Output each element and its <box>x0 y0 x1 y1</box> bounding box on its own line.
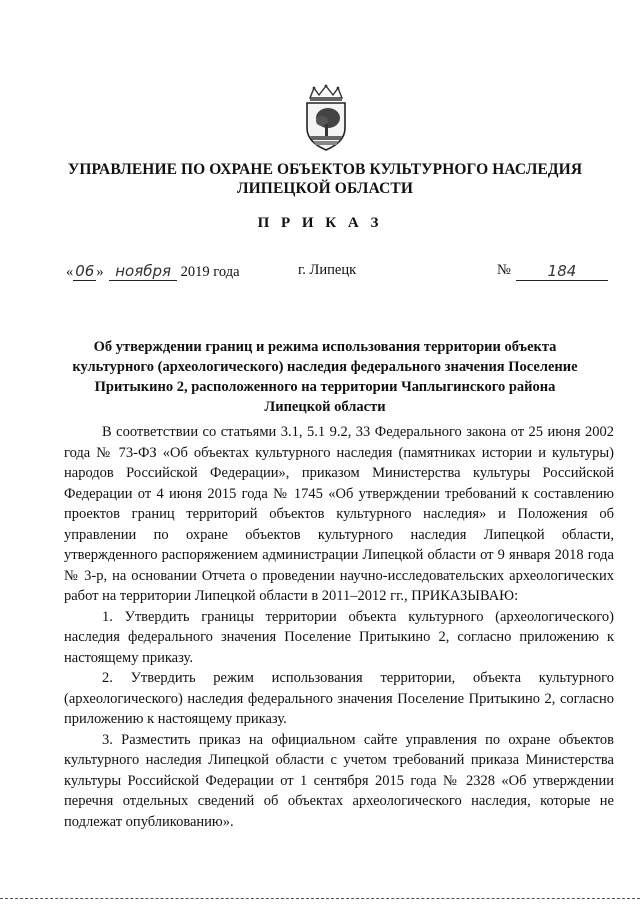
date-month: ноября <box>109 262 177 281</box>
coat-of-arms-icon <box>300 84 352 152</box>
date-close-quote: » <box>96 264 104 280</box>
agency-name <box>60 160 590 198</box>
title-line2: культурного (археологического) наследия федерального значения Поселение <box>72 359 578 375</box>
agency-name-line2: ЛИПЕЦКОЙ ОБЛАСТИ <box>237 180 413 197</box>
document-date <box>66 262 240 281</box>
document-type: П Р И К А З <box>257 215 383 231</box>
order-item-2: 2. Утвердить режим использования территории, объекта культурного (археологического) наследия федерального значения Поселение Притыкино 2, согласно приложению к настоящему приказу. <box>64 670 614 727</box>
agency-name-line1: УПРАВЛЕНИЕ ПО ОХРАНЕ ОБЪЕКТОВ КУЛЬТУРНОГО НАСЛЕДИЯ <box>67 161 583 178</box>
date-year: 2019 года <box>180 264 240 280</box>
document-number <box>516 262 608 281</box>
document-city: г. Липецк <box>298 262 357 278</box>
page-bottom-edge <box>0 898 640 899</box>
order-item-1: 1. Утвердить границы территории объекта культурного (археологического) наследия федерального значения Поселение Притыкино 2, согласно приложению к настоящему приказу. <box>64 608 614 666</box>
date-open-quote: « <box>66 264 74 280</box>
title-line3: Притыкино 2, расположенного на территории Чаплыгинского района <box>94 379 556 395</box>
order-item-3: 3. Разместить приказ на официальном сайте управления по охране объектов культурного наследия Липецкой области с учетом требований приказа Министерства культуры Российской Федерации от 1 сентября 2015 года № 2328 «Об утверждении перечня отдельных сведений об объектах археологического наследия, которые не подлежат опубликованию». <box>64 731 614 830</box>
title-line4: Липецкой области <box>264 399 386 415</box>
document-body <box>64 422 614 832</box>
document-number-value: 184 <box>547 262 577 280</box>
date-day: 06 <box>75 262 95 280</box>
document-title <box>60 337 590 417</box>
document-number-label: № <box>497 262 511 278</box>
title-line1: Об утверждении границ и режима использования территории объекта <box>93 339 557 355</box>
preamble-paragraph: В соответствии со статьями 3.1, 5.1 9.2, 33 Федерального закона от 25 июня 2002 года № 73-ФЗ «Об объектах культурного наследия (памятниках истории и культуры) народов Российской Федерации», приказом Министерства культуры Российской Федерации от 4 июня 2015 года № 1745 «Об утверждении требований к составлению проектов границ территорий объектов культурного наследия» и Положения об управлении по охране объектов культурного наследия Липецкой области, утвержденного распоряжением администрации Липецкой области от 9 января 2018 года № 3-р, на основании Отчета о проведении научно-исследовательских археологических работ на территории Липецкой области в 2011–2012 гг., ПРИКАЗЫВАЮ: <box>64 424 614 604</box>
